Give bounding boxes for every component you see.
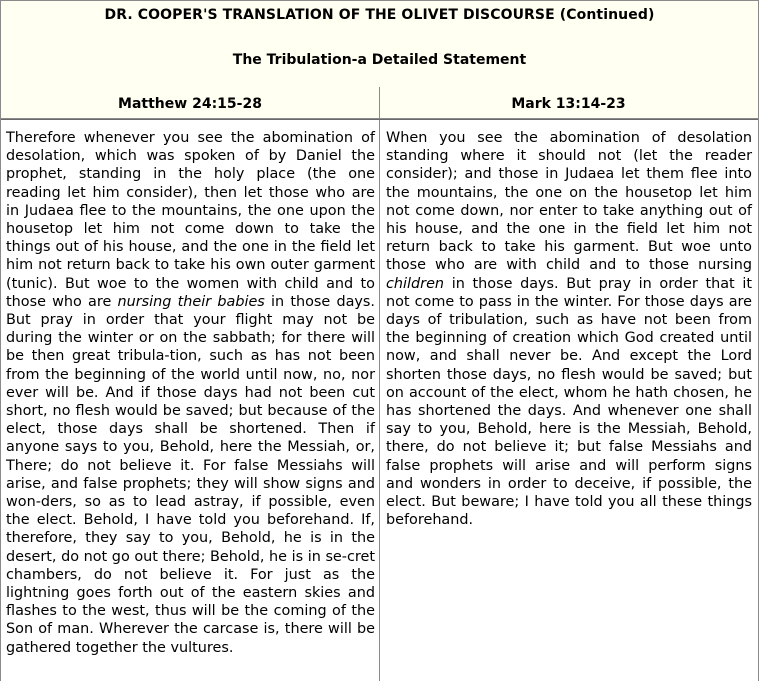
matthew-passage xyxy=(6,129,375,657)
column-heading-matthew: Matthew 24:15-28 xyxy=(118,96,262,112)
mark-text-2: in those days. But pray in order that it not come to pass in the winter. For those days are days of tribulation, such as have not been from the beginning of creation which God created until now, and shall never be. And except the Lord shorten those days, no flesh would be saved; but on account of the elect, whom he hath chosen, he has shortened the days. And whenever one shall say to you, Behold, here is the Messiah, Behold, there, do not believe it; but false Messiahs and false prophets will arise and will perform signs and wonders in order to deceive, if possible, the elect. But beware; I have told you all these things beforehand. xyxy=(386,275,752,529)
table-body xyxy=(1,119,758,681)
page-title: DR. COOPER'S TRANSLATION OF THE OLIVET DISCOURSE (Continued) xyxy=(104,7,655,23)
matthew-italic-text: nursing their babies xyxy=(117,293,265,310)
column-heading-mark: Mark 13:14-23 xyxy=(511,96,626,112)
mark-italic-text: children xyxy=(386,275,445,292)
table-header xyxy=(1,1,758,118)
page-subtitle: The Tribulation-a Detailed Statement xyxy=(232,52,527,68)
column-divider xyxy=(379,120,380,681)
mark-passage xyxy=(386,129,752,529)
mark-text-1: When you see the abomination of desolation standing where it should not (let the reader consider); and those in Judaea let them flee into the mountains, the one on the housetop let him not come down, nor enter to take anything out of his house, and the one in the field let him not return back to take his garment. But woe unto those who are with child and to those nursing xyxy=(386,130,752,274)
matthew-text-2: in those days. But pray in order that your flight may not be during the winter or on the sabbath; for there will be then great tribula-tion, such as has not been from the beginning of the world until now, no, nor ever will be. And if those days had not been cut short, no flesh would be saved; but because of the elect, those days shall be shortened. Then if anyone says to you, Behold, here the Messiah, or, There; do not believe it. For false Messiahs will arise, and false prophets; they will show signs and won-ders, so as to lead astray, if possible, even the elect. Behold, I have told you beforehand. If, therefore, they say to you, Behold, he is in the desert, do not go out there; Behold, he is in se-cret chambers, do not believe it. For just as the lightning goes forth out of the eastern skies and flashes to the west, thus will be the coming of the Son of man. Wherever the carcase is, there will be gathered together the vultures. xyxy=(6,293,376,656)
matthew-text-1: Therefore whenever you see the abomination of desolation, which was spoken of by Daniel the prophet, standing in the holy place (the one reading let him consider), then let those who are in Judaea flee to the mountains, the one upon the housetop let him not come down to take the things out of his house, and the one in the field let him not return back to take his own outer garment (tunic). But woe to the women with child and to those who are xyxy=(6,130,375,310)
